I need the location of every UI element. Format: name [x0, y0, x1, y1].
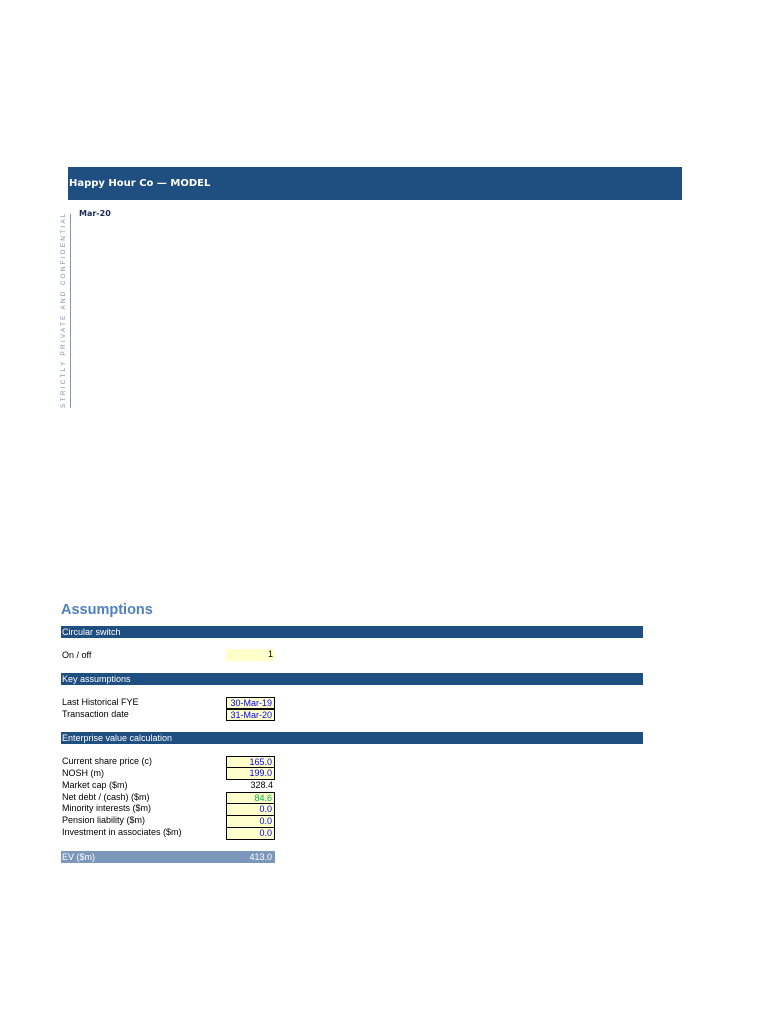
ev-total-row: [61, 851, 275, 863]
nosh-label: NOSH (m): [62, 768, 104, 778]
pension-liability-label: Pension liability ($m): [62, 815, 146, 825]
ev-value[interactable]: 413.0: [249, 852, 272, 862]
transaction-date-cell[interactable]: 31-Mar-20: [226, 709, 275, 721]
minority-interests-cell[interactable]: 0.0: [226, 804, 275, 816]
on-off-cell[interactable]: 1: [226, 649, 275, 661]
pension-liability-cell[interactable]: 0.0: [226, 816, 275, 828]
net-debt-label: Net debt / (cash) ($m): [62, 792, 150, 802]
nosh-cell[interactable]: 199.0: [226, 768, 275, 780]
minority-interests-label: Minority interests ($m): [62, 803, 152, 813]
section-ev-calculation: Enterprise value calculation: [61, 732, 643, 744]
market-cap-cell[interactable]: 328.4: [250, 780, 273, 790]
on-off-label: On / off: [62, 650, 92, 660]
transaction-date-label: Transaction date: [62, 709, 129, 719]
last-fye-label: Last Historical FYE: [62, 697, 139, 707]
cover-title-banner: [68, 167, 682, 200]
cover-date: Mar-20: [79, 209, 111, 218]
associates-label: Investment in associates ($m): [62, 827, 182, 837]
share-price-label: Current share price (c): [62, 756, 153, 766]
associates-cell[interactable]: 0.0: [226, 828, 275, 840]
market-cap-label: Market cap ($m): [62, 780, 128, 790]
cover-title: Happy Hour Co — MODEL: [69, 178, 211, 189]
assumptions-heading: Assumptions: [61, 602, 153, 618]
last-fye-cell[interactable]: 30-Mar-19: [226, 697, 275, 709]
section-key-assumptions: Key assumptions: [61, 673, 643, 685]
net-debt-cell[interactable]: 84.6: [226, 792, 275, 804]
section-circular-switch: Circular switch: [61, 626, 643, 638]
share-price-cell[interactable]: 165.0: [226, 756, 275, 768]
ev-label: EV ($m): [62, 852, 96, 862]
confidential-notice: STRICTLY PRIVATE AND CONFIDENTIAL: [57, 214, 71, 408]
